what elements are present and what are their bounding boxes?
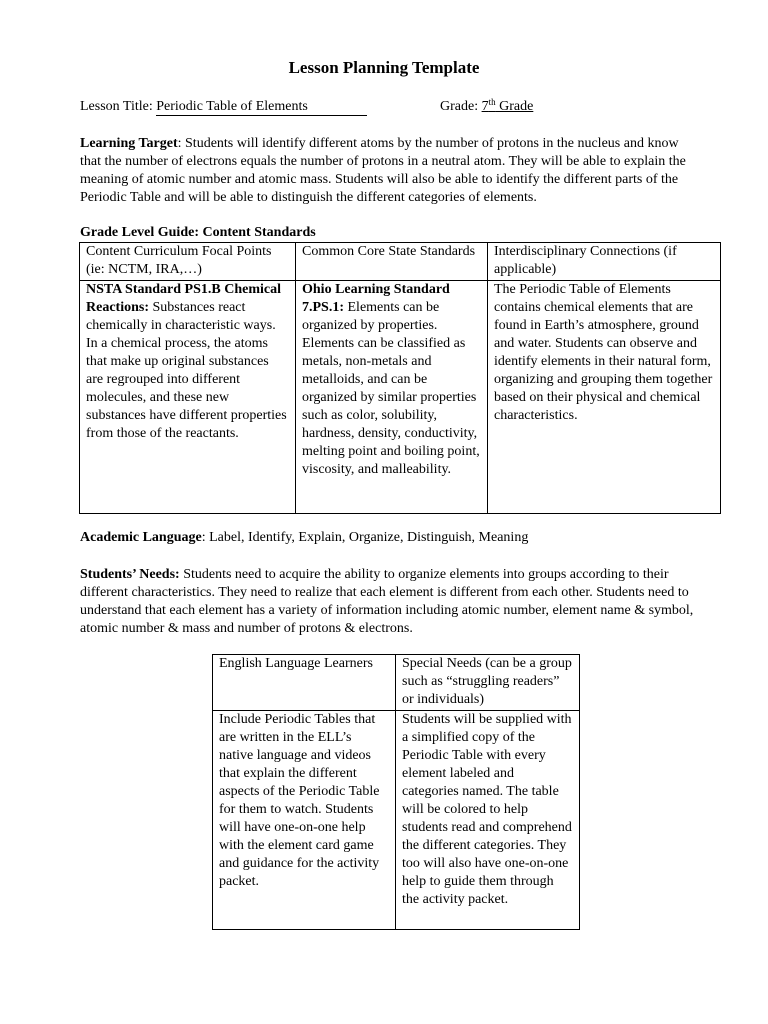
content-standards-table: [79, 242, 721, 514]
learning-target-label: Learning Target: [80, 136, 178, 151]
interdisciplinary-cell: The Periodic Table of Elements contains chemical elements that are found in Earth’s atmosphere, ground and water. Students can observe and identify elements in their natural form, organizing and grouping them together based on their physical and chemical characteristics.: [488, 281, 721, 514]
learning-target-text: : Students will identify different atoms by the number of protons in the nucleus and know that the number of electrons equals the number of protons in a neutral atom. They will be able to explain the meaning of atomic number and atomic mass. Students will also be able to identify the different parts of the Periodic Table and will be able to distinguish the different categories of elements.: [80, 136, 686, 205]
table-header-row: [213, 655, 580, 711]
special-needs-cell: Students will be supplied with a simplified copy of the Periodic Table with every element labeled and categories named. The table will be colored to help students read and comprehend the different categories. They too will also have one-on-one help to guide them through the activity packet.: [396, 711, 580, 930]
grade-field: [440, 99, 533, 115]
ohio-standard-text: Elements can be organized by properties. Elements can be classified as metals, non-metals and metalloids, and can be organized by similar properties such as color, solubility, hardness, density, conductivity, melting point and boiling point, viscosity, and malleability.: [302, 300, 480, 477]
header-interdisciplinary: Interdisciplinary Connections (if applicable): [488, 243, 721, 281]
table-row: [213, 711, 580, 930]
academic-language-text: : Label, Identify, Explain, Organize, Distinguish, Meaning: [201, 530, 529, 545]
table-row: [80, 281, 721, 514]
nsta-standard-text: Substances react chemically in characteristic ways. In a chemical process, the atoms that make up original substances are regrouped into different molecules, and these new substances have different properties from those of the reactants.: [86, 300, 287, 441]
lesson-title-value: Periodic Table of Elements: [156, 99, 367, 116]
lesson-title-label: Lesson Title:: [80, 99, 157, 114]
academic-language-label: Academic Language: [80, 530, 202, 545]
lesson-title-field: [80, 99, 367, 116]
header-special-needs: Special Needs (can be a group such as “struggling readers” or individuals): [396, 655, 580, 711]
focal-points-cell: [80, 281, 296, 514]
students-needs-paragraph: [80, 566, 700, 638]
page-title: Lesson Planning Template: [288, 58, 480, 77]
table-header-row: [80, 243, 721, 281]
ohio-standard-name: Ohio Learning Standard 7.PS.1:: [302, 282, 450, 315]
grade-word: Grade: [495, 99, 534, 114]
learning-target-paragraph: [80, 135, 700, 207]
header-ell: English Language Learners: [213, 655, 396, 711]
academic-language-paragraph: [80, 529, 700, 547]
grade-label: Grade:: [440, 99, 482, 114]
nsta-standard-name: NSTA Standard PS1.B Chemical Reactions:: [86, 282, 281, 315]
grade-value: [482, 99, 534, 114]
students-needs-text: Students need to acquire the ability to organize elements into groups according to their different characteristics. They need to realize that each element is different from each other. Students need to understand that each element has a variety of information including atomic number, element name & symbol, atomic number & mass and number of protons & electrons.: [80, 567, 694, 636]
learner-needs-table: [212, 654, 580, 930]
lesson-meta-row: [80, 99, 700, 119]
header-focal-points: Content Curriculum Focal Points (ie: NCTM, IRA,…): [80, 243, 296, 281]
grade-number: 7: [481, 99, 489, 114]
ell-cell: Include Periodic Tables that are written in the ELL’s native language and videos that explain the different aspects of the Periodic Table for them to watch. Students will have one-on-one help with the element card game and guidance for the activity packet.: [213, 711, 396, 930]
header-common-core: Common Core State Standards: [296, 243, 488, 281]
common-core-cell: [296, 281, 488, 514]
grade-suffix: th: [488, 97, 496, 107]
grade-level-guide-heading: Grade Level Guide: Content Standards: [80, 225, 316, 240]
students-needs-label: Students’ Needs:: [80, 567, 180, 582]
